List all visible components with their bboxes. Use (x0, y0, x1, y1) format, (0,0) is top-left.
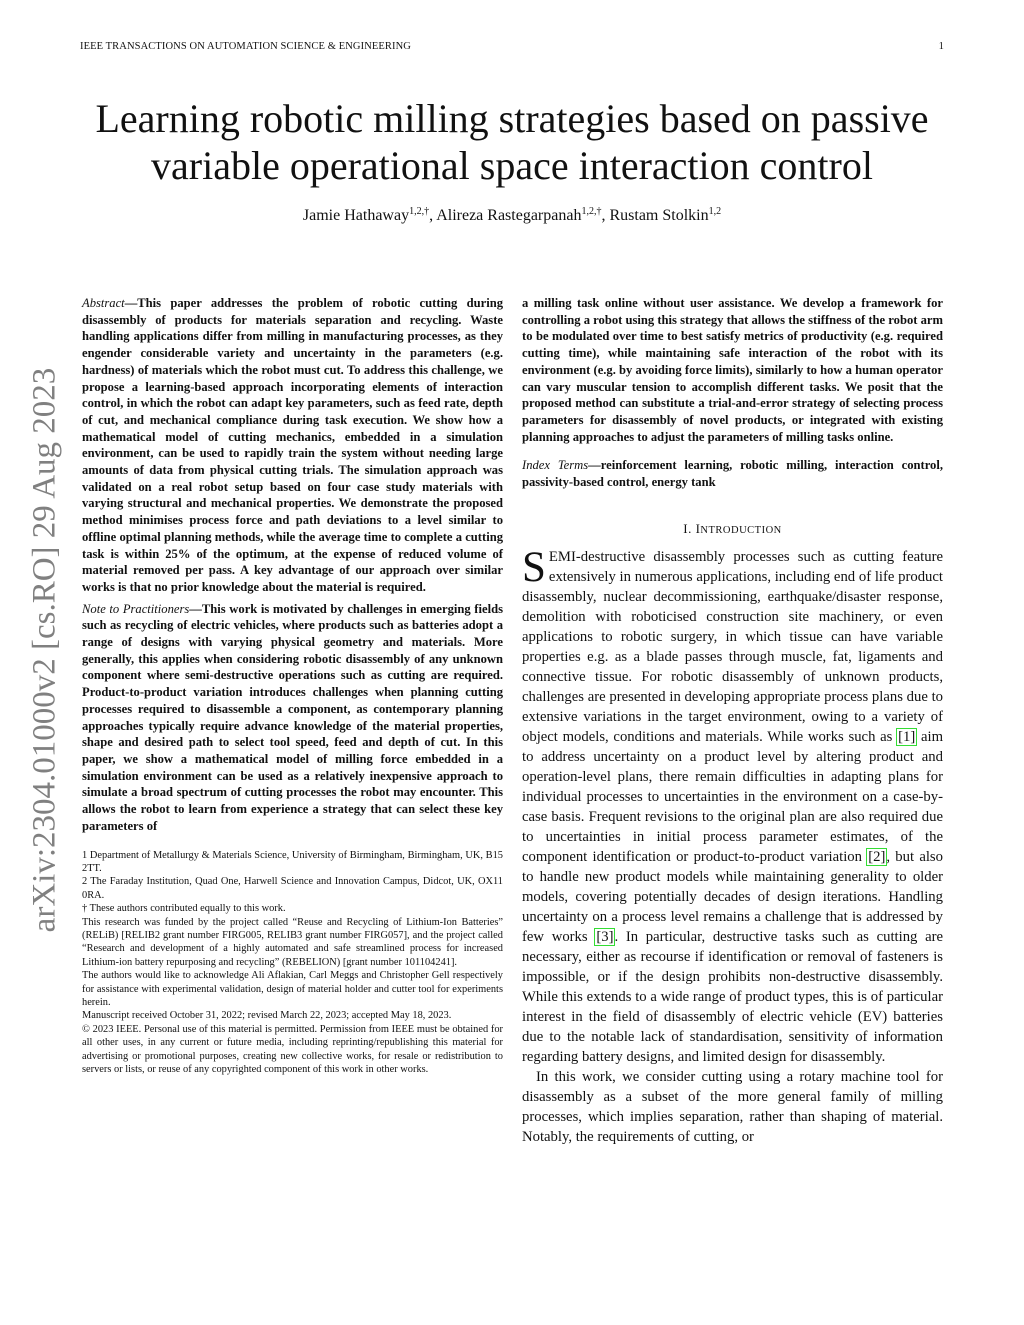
footnote: 1 Department of Metallurgy & Materials Science, University of Birmingham, Birmingham, UK, B15 2TT. (82, 849, 503, 874)
footnote: Manuscript received October 31, 2022; revised March 22, 2023; accepted May 18, 2023. (82, 1010, 452, 1022)
left-column (82, 295, 503, 1076)
note-text-left: —This work is motivated by challenges in emerging fields such as recycling of electric vehicles, where products such as batteries adopt a range of designs with varying physical geometry and materials. More generally, this applies when considering robotic disassembly of any unknown component where semi-destructive operations such as cutting are required. Product-to-product variation introduces challenges when planning cutting processes required to disassemble a component, as contemporary planning approaches typically require advance knowledge of the material properties, shape and desired path to select tool speed, feed and depth of cut. In this paper, we show a mathematical model of milling force embedded in a simulation environment can be used as a relatively inexpensive approach to simulate a broad spectrum of cutting processes the robot may encounter. This allows the robot to learn from experience a strategy that can select these key parameters of (82, 601, 503, 833)
citation-link[interactable]: [3] (596, 928, 614, 945)
footnote: © 2023 IEEE. Personal use of this material is permitted. Permission from IEEE must be obtained for all other uses, in any current or future media, including reprinting/republishing this material for advertising or promotional purposes, creating new collective works, for resale or redistribution to servers or lists, or reuse of any copyrighted component of this work in other works. (82, 1023, 503, 1075)
intro-paragraph-1 (522, 543, 944, 1067)
author-affiliation-marker: 1,2,† (581, 206, 602, 217)
footnote: The authors would like to acknowledge Ali Aflakian, Carl Meggs and Christopher Gell respectively for assistance with experimental validation, design of material holder and cutter tool for experiments herein. (82, 970, 503, 1008)
author-name: Alireza Rastegarpanah (436, 207, 582, 224)
section-title-first: I (695, 520, 701, 536)
author-list: Jamie Hathaway$^{1,2,\dagger}$, Alireza Rastegarpanah$^{1,2,\dagger}$, Rustam Stolkin$^{1,2}$ (302, 206, 722, 224)
section-heading (522, 521, 943, 537)
section-title-rest: NTRODUCTION (700, 524, 782, 536)
abstract-text: —This paper addresses the problem of robotic cutting during disassembly of products for materials separation and recycling. Waste handling applications differ from milling in manufacturing processes, as they engender considerable variety and uncertainty in the parameters (e.g. hardness) of materials which the robot must cut. To address this challenge, we propose a learning-based approach incorporating elements of interaction control, in which the robot can adapt key parameters, such as feed rate, depth of cut, and mechanical compliance during task execution. We show how a mathematical model of cutting mechanics, embedded in a simulation environment, can be used to rapidly train the system without needing large amounts of data from physical cutting trials. The simulation approach was validated on a real robot setup based on four case study materials with varying structural and mechanical properties. We demonstrate the proposed method minimises process force and path deviations to a level similar to offline optimal planning methods, while the average time to complete a cutting task is within 25% of the optimum, at the expense of reduced volume of material removed per pass. A key advantage of our approach over similar works is that no prior knowledge about the material is required. (82, 296, 503, 594)
index-terms (522, 457, 943, 490)
journal-name: IEEE TRANSACTIONS ON AUTOMATION SCIENCE & ENGINEERING (80, 41, 411, 52)
abstract-label: Abstract (82, 296, 125, 310)
paper-title (60, 95, 964, 189)
index-terms-label: Index Terms (522, 458, 589, 473)
abstract (82, 295, 503, 596)
section-number: I. (683, 520, 692, 536)
note-to-practitioners (82, 601, 503, 835)
author-affiliation-marker: 1,2,† (409, 206, 430, 217)
right-column (522, 295, 943, 1147)
title-line-2: variable operational space interaction control (151, 143, 873, 188)
note-continuation: a milling task online without user assistance. We develop a framework for controlling a robot using this strategy that allows the stiffness of the robot arm to be modulated over time to best satisfy metrics of productivity (e.g. required cutting time), while maintaining safe interaction of the robot with its environment (e.g. by avoiding force limits), similarly to how a human operator can vary muscular tension to accomplish different tasks. We posit that the proposed method can substitute a trial-and-error strategy of selecting process parameters for disassembly of novel products, or integrated with existing planning approaches to adjust the parameters of milling tasks online. (522, 296, 943, 444)
footnote: † These authors contributed equally to this work. (82, 903, 286, 915)
paragraph-text: , but also to handle new product models while maintaining generality to older models, covering potentially decades of design iterations. Handling uncertainty on a process level remains a challenge that is addressed by few works (522, 848, 943, 945)
title-line-1: Learning robotic milling strategies based on passive (95, 96, 929, 141)
arxiv-stamp: arXiv:2304.01000v2 [cs.RO] 29 Aug 2023 (26, 367, 63, 933)
author-name: Jamie Hathaway (302, 207, 410, 224)
citation-link[interactable]: [2] (868, 848, 886, 865)
paragraph-text: EMI-destructive disassembly processes such as cutting feature extensively in numerous applications, including end of life product disassembly, nuclear decommissioning, earthquake/disaster response, demolition with roboticised construction site machinery, or even applications to robotic surgery, in which tissue can have variable properties e.g. as a blade passes through muscle, fat, ligaments and connective tissue. For robotic disassembly of unknown products, challenges are presented in developing appropriate process plans due to extensive variations in the target environment, owing to a variety of object models, conditions and materials. While works such as (522, 548, 943, 745)
paragraph-text: . In particular, destructive tasks such as cutting are necessary, either as recourse if identification or removal of fasteners is impossible, or if the design prohibits non-destructive disassembly. While this extends to a wide range of product types, this is of particular interest in the field of disassembly of electric vehicle (EV) batteries due to the notable lack of standardisation, sensitivity of information regarding battery designs, and limited design for disassembly. (522, 928, 944, 1065)
author-name: Rustam Stolkin (609, 207, 709, 224)
drop-cap: S (522, 543, 546, 591)
index-terms-text: —reinforcement learning, robotic milling, interaction control, passivity-based control, energy tank (522, 458, 943, 490)
footnote: This research was funded by the project called “Reuse and Recycling of Lithium-Ion Batteries” (RELiB) [RELIB2 grant number FIRG005, RELIB3 grant number FIRG057], and the project called “Research and development of a highly automated and safe streamlined process for increased Lithium-ion battery repurposing and recycling” (REBELION) [grant number 101104241]. (82, 916, 503, 968)
note-label: Note to Practitioners (82, 601, 190, 616)
page-number: 1 (938, 41, 944, 52)
running-head (80, 41, 944, 57)
footnotes (82, 849, 503, 1077)
author-affiliation-marker: 1,2 (708, 206, 722, 217)
intro-paragraph-2: In this work, we consider cutting using a rotary machine tool for disassembly as a subset of the more general family of milling processes, which implies separation, rather than shaping of material. Notably, the requirements of cutting, or (522, 1068, 943, 1145)
footnote: 2 The Faraday Institution, Quad One, Harwell Science and Innovation Campus, Didcot, UK, OX11 0RA. (82, 876, 503, 901)
citation-link[interactable]: [1] (898, 728, 916, 745)
paragraph-text: aim to address uncertainty on a product level by altering product and operation-level plans, there remain difficulties in adapting plans for individual processes to uncertainties in the environment on a case-by-case basis. Frequent revisions to the original plan are also required due to uncertainties in initial process parameter estimates, of the component identification or product-to-product variation (522, 728, 943, 865)
